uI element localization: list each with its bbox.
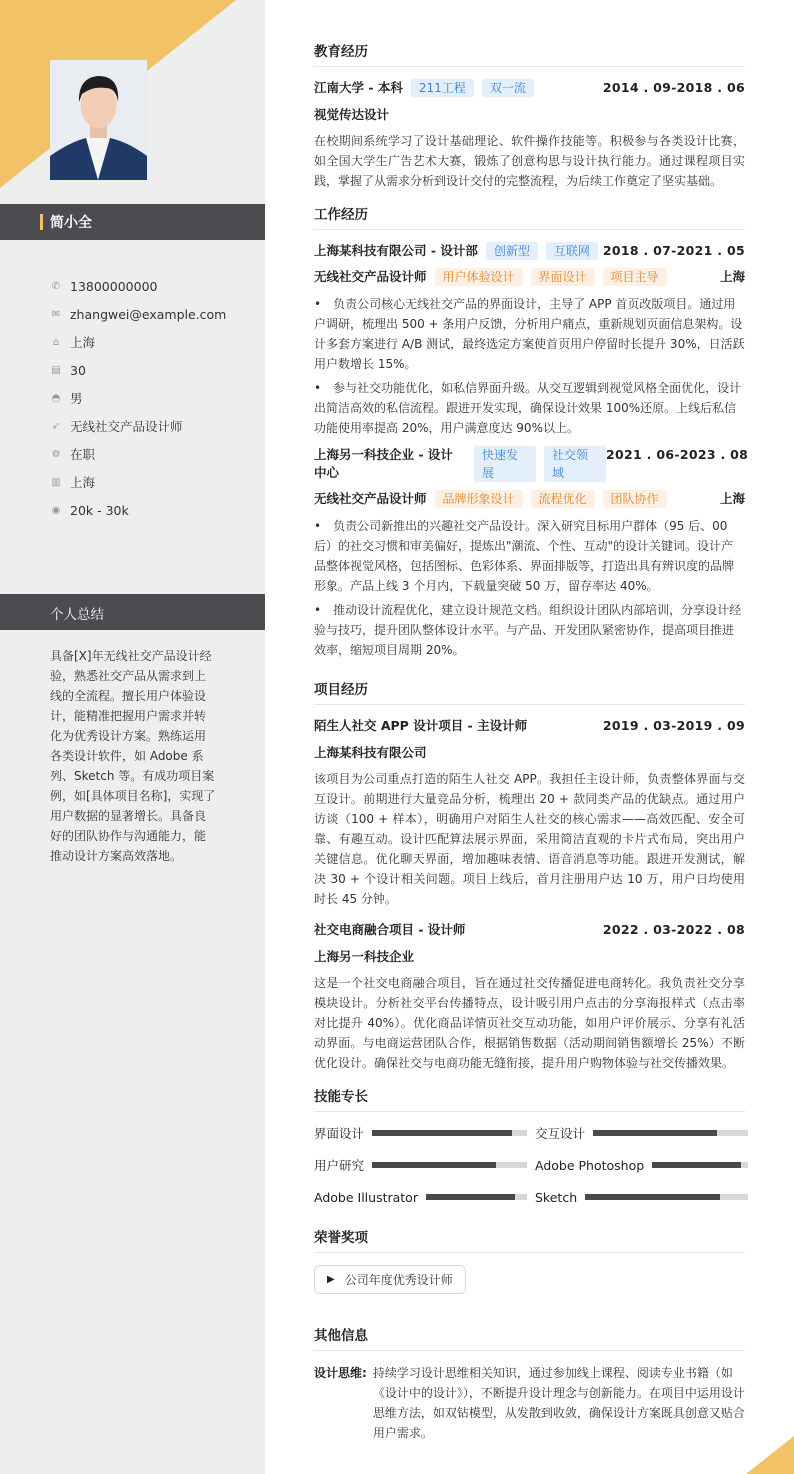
tag: 界面设计 xyxy=(531,268,595,286)
project-name: 社交电商融合项目 - 设计师 xyxy=(314,922,466,937)
project-entry xyxy=(314,921,745,1073)
job-head xyxy=(314,242,745,260)
summary-header xyxy=(0,594,265,630)
contact-gender: ◓ 男 xyxy=(51,391,83,406)
location: 上海 xyxy=(719,491,745,506)
location: 上海 xyxy=(719,269,745,284)
section-title: 荣誉奖项 xyxy=(314,1226,745,1253)
education-section xyxy=(314,40,745,191)
contact-city: ▥ 上海 xyxy=(51,475,96,490)
education-desc: 在校期间系统学习了设计基础理论、软件操作技能等。积极参与各类设计比赛，如全国大学生广告艺术大赛，锻炼了创意构思与设计执行能力。通过课程项目实践，掌握了从需求分析到设计交付的完整流程，为后续工作奠定了坚实基础。 xyxy=(314,134,745,188)
project-company: 上海另一科技企业 xyxy=(314,949,415,964)
other-label: 设计思维: xyxy=(314,1366,367,1380)
date-range: 2018 . 07-2021 . 05 xyxy=(602,243,745,258)
other-section xyxy=(314,1324,745,1443)
tag: 项目主导 xyxy=(603,268,667,286)
main-content xyxy=(314,40,749,1453)
job-entry xyxy=(314,446,749,660)
project-head xyxy=(314,921,745,939)
avatar-photo xyxy=(50,60,147,180)
skill-bar xyxy=(372,1130,527,1136)
other-value: 持续学习设计思维相关知识，通过参加线上课程、阅读专业书籍（如《设计中的设计》），不断提升设计理念与创新能力。在项目中运用设计思维方法，如双钻模型，从发散到收敛，确保设计方案既具创意又贴合用户需求。 xyxy=(372,1366,745,1440)
work-section xyxy=(314,203,749,660)
age-icon: ▤ xyxy=(51,364,61,376)
tag: 创新型 xyxy=(486,242,538,260)
job-head xyxy=(314,446,749,482)
contact-status: ⚙ 在职 xyxy=(51,447,96,462)
contact-job: ➶ 无线社交产品设计师 xyxy=(51,419,183,434)
home-icon: ⌂ xyxy=(52,336,60,348)
skill-item: Adobe Photoshop xyxy=(535,1156,756,1174)
bullet: • 负责公司核心无线社交产品的界面设计，主导了 APP 首页改版项目。通过用户调研，梳理出 500 + 条用户反馈，分析用户痛点，重新规划页面信息架构。设计多套方案进行 A/B 测试，最终选定方案使首页用户停留时长提升 30%，日活跃用户数增长 15%。 xyxy=(314,294,745,374)
bullet: • 推动设计流程优化，建立设计规范文档。组织设计团队内部培训，分享设计经验与技巧，提升团队整体设计水平。与产品、开发团队紧密协作，提高项目推进效率，缩短项目周期 20%。 xyxy=(314,600,745,660)
skill-bar xyxy=(372,1162,527,1168)
section-title: 教育经历 xyxy=(314,40,745,67)
bullet-list xyxy=(314,294,745,438)
skill-item: 用户研究 xyxy=(314,1156,535,1174)
job-entry xyxy=(314,242,745,438)
role-row xyxy=(314,268,745,286)
school-name: 江南大学 - 本科 xyxy=(314,80,403,95)
project-entry xyxy=(314,717,745,909)
company-name: 上海另一科技企业 - 设计中心 xyxy=(314,447,453,480)
other-info-row xyxy=(314,1363,745,1443)
skill-bar xyxy=(593,1130,748,1136)
contact-list xyxy=(50,272,260,524)
award-item[interactable]: ▶ 公司年度优秀设计师 xyxy=(314,1265,466,1294)
contact-phone: ✆ 13800000000 xyxy=(51,278,158,294)
name-bar xyxy=(0,204,265,240)
role: 无线社交产品设计师 xyxy=(314,269,427,284)
project-desc: 这是一个社交电商融合项目，旨在通过社交传播促进电商转化。我负责社交分享模块设计。分析社交平台传播特点，设计吸引用户点击的分享海报样式（点击率对比提升 40%）。优化商品详情页社交互动功能，如用户评价展示、分享有礼活动界面。与电商运营团队合作，根据销售数据（活动期间销售额增长 25%）不断优化设计。确保社交与电商功能无缝衔接，提升用户购物体验与社交传播效果。 xyxy=(314,976,745,1070)
candidate-name: 简小全 xyxy=(50,215,92,231)
email-icon: ✉ xyxy=(51,308,61,320)
skills-section xyxy=(314,1085,745,1206)
bullet-list xyxy=(314,516,745,660)
date-range: 2014 . 09-2018 . 06 xyxy=(602,80,745,95)
skill-bar xyxy=(426,1194,527,1200)
skill-item: 界面设计 xyxy=(314,1124,535,1142)
section-title: 其他信息 xyxy=(314,1324,745,1351)
skill-item: Adobe Illustrator xyxy=(314,1188,535,1206)
skill-item: 交互设计 xyxy=(535,1124,756,1142)
contact-salary: ◉ 20k - 30k xyxy=(51,502,129,518)
bullet: • 参与社交功能优化，如私信界面升级。从交互逻辑到视觉风格全面优化，设计出简洁高效的私信流程。跟进开发实现，确保设计效果 100%还原。上线后私信功能使用率提高 20%，用户满意度达 90%以上。 xyxy=(314,378,745,438)
skill-bar xyxy=(652,1162,748,1168)
skill-bar xyxy=(585,1194,748,1200)
name-accent-mark xyxy=(40,214,43,230)
job-icon: ➶ xyxy=(51,420,61,432)
tag: 快速发展 xyxy=(474,446,536,482)
company-name: 上海某科技有限公司 - 设计部 xyxy=(314,243,478,258)
education-head xyxy=(314,79,745,97)
section-title: 工作经历 xyxy=(314,203,745,230)
projects-section xyxy=(314,678,745,1073)
role: 无线社交产品设计师 xyxy=(314,491,427,506)
project-head xyxy=(314,717,745,735)
project-desc: 该项目为公司重点打造的陌生人社交 APP。我担任主设计师，负责整体界面与交互设计。前期进行大量竞品分析，梳理出 20 + 款同类产品的优缺点。通过用户访谈（100 + 样本），明确用户对陌生人社交的核心需求——高效匹配、安全可靠、有趣互动。设计匹配算法展示界面，采用简洁直观的卡片式布局，突出用户关键信息。优化聊天界面，增加趣味表情、语音消息等功能。跟进开发测试，解决 30 + 个设计相关问题。项目上线后，首月注册用户达 10 万，用户日均使用时长 45 分钟。 xyxy=(314,772,745,906)
awards-section xyxy=(314,1226,745,1314)
major: 视觉传达设计 xyxy=(314,107,390,122)
contact-home: ⌂ 上海 xyxy=(50,328,260,356)
gender-icon: ◓ xyxy=(51,392,61,404)
section-title: 项目经历 xyxy=(314,678,745,705)
summary-text: 具备[X]年无线社交产品设计经验，熟悉社交产品从需求到上线的全流程。擅长用户体验设计，能精准把握用户需求并转化为优秀设计方案。熟练运用各类设计软件，如 Adobe 系列、Sketch 等。有成功项目案例，如[具体项目名称]，实现了用户数据的显著增长。具备良好的团队协作与沟通能力，能推动设计方案高效落地。 xyxy=(50,649,216,863)
decorative-corner xyxy=(746,1436,794,1474)
tag: 品牌形象设计 xyxy=(435,490,523,508)
tag: 双一流 xyxy=(482,79,534,97)
tag: 用户体验设计 xyxy=(435,268,523,286)
section-title: 技能专长 xyxy=(314,1085,745,1112)
phone-icon: ✆ xyxy=(51,280,61,292)
status-icon: ⚙ xyxy=(51,448,61,460)
summary-title: 个人总结 xyxy=(50,607,104,623)
contact-email: ✉ zhangwei@example.com xyxy=(51,306,227,322)
date-range: 2022 . 03-2022 . 08 xyxy=(602,922,745,937)
tag: 团队协作 xyxy=(603,490,667,508)
city-icon: ▥ xyxy=(51,476,61,488)
skill-item: Sketch xyxy=(535,1188,756,1206)
tag: 社交领域 xyxy=(544,446,606,482)
play-triangle-icon: ▶ xyxy=(327,1274,335,1285)
tag: 211工程 xyxy=(411,79,474,97)
tag: 流程优化 xyxy=(531,490,595,508)
skills-grid xyxy=(314,1124,745,1206)
salary-icon: ◉ xyxy=(51,504,61,516)
bullet: • 负责公司新推出的兴趣社交产品设计。深入研究目标用户群体（95 后、00 后）的社交习惯和审美偏好，提炼出"潮流、个性、互动"的设计关键词。设计产品整体视觉风格，包括图标、色彩体系、界面排版等，打造出具有辨识度的品牌形象。产品上线 3 个月内，下载量突破 50 万，留存率达 40%。 xyxy=(314,516,745,596)
date-range: 2019 . 03-2019 . 09 xyxy=(602,718,745,733)
sidebar xyxy=(0,0,265,1474)
date-range: 2021 . 06-2023 . 08 xyxy=(606,447,749,462)
project-name: 陌生人社交 APP 设计项目 - 主设计师 xyxy=(314,718,528,733)
tag: 互联网 xyxy=(546,242,598,260)
role-row xyxy=(314,490,745,508)
project-company: 上海某科技有限公司 xyxy=(314,745,427,760)
contact-age: ▤ 30 xyxy=(51,362,86,378)
